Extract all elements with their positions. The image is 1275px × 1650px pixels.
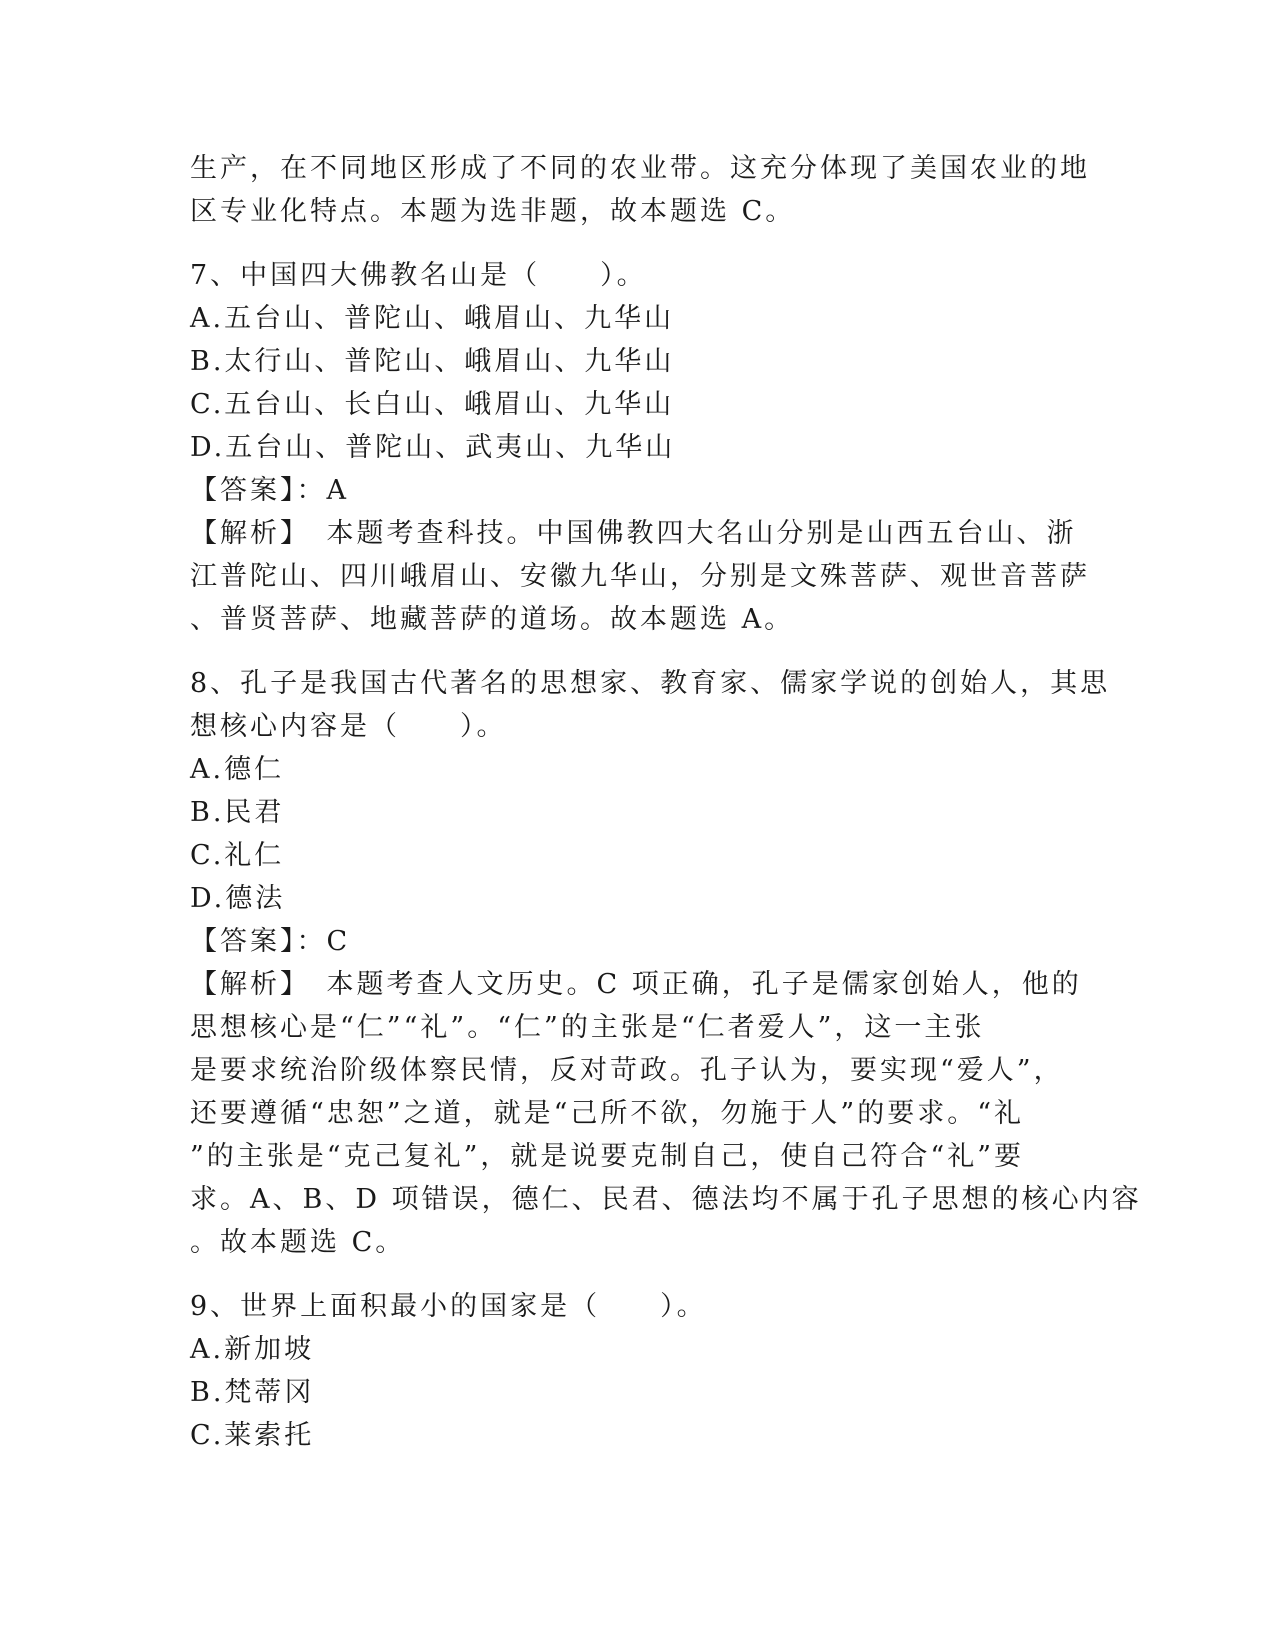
- document-page: [190, 147, 1142, 1457]
- question-stem: 想核心内容是（ ）。: [190, 711, 507, 742]
- option-c: C.礼仁: [190, 840, 285, 871]
- question-stem: 8、孔子是我国古代著名的思想家、教育家、儒家学说的创始人，其思: [190, 668, 1111, 699]
- question-9: [190, 1285, 1090, 1457]
- answer-line: 【答案】：A: [190, 475, 349, 506]
- question-stem: 9、世界上面积最小的国家是（ ）。: [190, 1291, 707, 1322]
- option-d: D.五台山、普陀山、武夷山、九华山: [190, 432, 676, 463]
- option-a: A.五台山、普陀山、峨眉山、九华山: [190, 303, 675, 334]
- option-b: B.梵蒂冈: [190, 1377, 315, 1408]
- analysis-line: 还要遵循“忠恕”之道，就是“己所不欲，勿施于人”的要求。“礼: [190, 1098, 1025, 1129]
- option-a: A.德仁: [190, 754, 285, 785]
- analysis-line: 【解析】 本题考查科技。中国佛教四大名山分别是山西五台山、浙: [190, 518, 1077, 549]
- analysis-line: 、普贤菩萨、地藏菩萨的道场。故本题选 A。: [190, 604, 795, 635]
- analysis-line: 求。A、B、D 项错误，德仁、民君、德法均不属于孔子思想的核心内容: [190, 1184, 1142, 1215]
- question-8: [190, 662, 1142, 1264]
- analysis-line: ”的主张是“克己复礼”，就是说要克制自己，使自己符合“礼”要: [190, 1141, 1025, 1172]
- intro-block: [190, 147, 1090, 233]
- option-c: C.莱索托: [190, 1420, 315, 1451]
- option-b: B.民君: [190, 797, 285, 828]
- option-d: D.德法: [190, 883, 286, 914]
- analysis-line: 【解析】 本题考查人文历史。C 项正确，孔子是儒家创始人，他的: [190, 969, 1082, 1000]
- question-7: [190, 254, 1090, 641]
- analysis-line: 思想核心是“仁”“礼”。“仁”的主张是“仁者爱人”，这一主张: [190, 1012, 985, 1043]
- analysis-line: 江普陀山、四川峨眉山、安徽九华山，分别是文殊菩萨、观世音菩萨: [190, 561, 1090, 592]
- intro-line: 生产，在不同地区形成了不同的农业带。这充分体现了美国农业的地: [190, 153, 1090, 184]
- intro-line: 区专业化特点。本题为选非题，故本题选 C。: [190, 196, 796, 227]
- answer-line: 【答案】：C: [190, 926, 351, 957]
- option-a: A.新加坡: [190, 1334, 315, 1365]
- analysis-line: 是要求统治阶级体察民情，反对苛政。孔子认为，要实现“爱人”，: [190, 1055, 1064, 1086]
- analysis-line: 。故本题选 C。: [190, 1227, 406, 1258]
- option-c: C.五台山、长白山、峨眉山、九华山: [190, 389, 675, 420]
- option-b: B.太行山、普陀山、峨眉山、九华山: [190, 346, 675, 377]
- question-stem: 7、中国四大佛教名山是（ ）。: [190, 260, 647, 291]
